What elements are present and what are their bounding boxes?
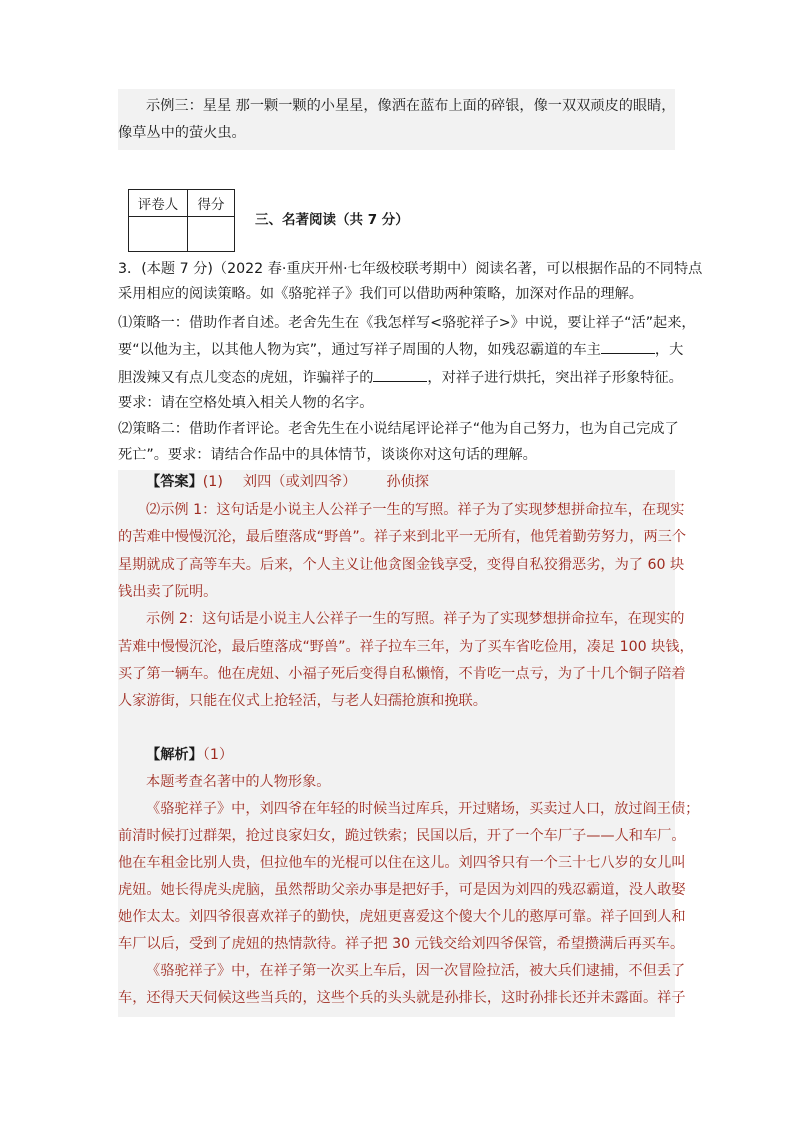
analysis-line-7: 车厂以后，受到了虎妞的热情款待。祥子把 30 元钱交给刘四爷保管，希望攒满后再买车。 (118, 936, 685, 952)
score-table (128, 189, 235, 252)
blank-1[interactable] (601, 338, 655, 354)
analysis-label: 【解析】 (146, 747, 203, 763)
question-line-6: 要求：请在空格处填入相关人物的名字。 (118, 395, 374, 411)
answer-ex1-line-2: 的苦难中慢慢沉沦，最后堕落成“野兽”。祥子来到北平一无所有，他凭着勤劳努力，两三个 (118, 529, 687, 545)
answer-ex1-line-4: 钱出卖了阮明。 (118, 584, 218, 600)
analysis-line-2: 《骆驼祥子》中，刘四爷在年轻的时候当过库兵，开过赌场，买卖过人口，放过阎王债； (146, 801, 700, 817)
answer-part1-answer1: 刘四（或刘四爷） (242, 474, 357, 490)
analysis-marker: （1） (202, 747, 234, 763)
answer-header (146, 472, 429, 492)
answer-ex2-line-1: 示例 2：这句话是小说主人公祥子一生的写照。祥子为了实现梦想拼命拉车，在现实的 (146, 611, 685, 627)
question-line-5-text: 胆泼辣又有点儿变态的虎妞，诈骗祥子的 (118, 370, 374, 386)
answer-ex2-line-2: 苦难中慢慢沉沦，最后堕落成“野兽”。祥子拉车三年，为了买车省吃俭用，凑足 100 块钱， (118, 639, 694, 655)
top-example-line-1: 示例三：星星 那一颗一颗的小星星，像洒在蓝布上面的碎银，像一双双顽皮的眼睛， (146, 98, 676, 114)
score-header: 得分 (188, 190, 235, 217)
reviewer-cell (129, 217, 188, 252)
score-cell (188, 217, 235, 252)
question-line-2: 采用相应的阅读策略。如《骆驼祥子》我们可以借助两种策略，加深对作品的理解。 (118, 286, 643, 302)
question-line-8: 死亡”。要求：请结合作品中的具体情节，谈谈你对这句话的理解。 (118, 447, 537, 463)
analysis-line-9: 车，还得天天伺候这些当兵的，这些个兵的头头就是孙排长，这时孙排长还并未露面。祥子 (118, 990, 686, 1006)
blank-2[interactable] (373, 366, 427, 382)
analysis-line-4: 他在车租金比别人贵，但拉他车的光棍可以住在这儿。刘四爷只有一个三十七八岁的女儿叫 (118, 855, 686, 871)
answer-ex2-line-3: 买了第一辆车。他在虎妞、小福子死后变得自私懒惰，不肯吃一点亏，为了十几个铜子陪着 (118, 666, 686, 682)
question-line-5-tail: ，对祥子进行烘托，突出祥子形象特征。 (427, 370, 683, 386)
top-example-line-2: 像草丛中的萤火虫。 (118, 125, 246, 141)
analysis-line-1: 本题考查名著中的人物形象。 (146, 774, 331, 790)
question-line-4-text: 要“以他为主，以其他人物为宾”，通过写祥子周围的人物，如残忍霸道的车主 (118, 342, 601, 358)
analysis-line-3: 前清时候打过群架，抢过良家妇女，跪过铁索；民国以后，开了一个车厂子——人和车厂。 (118, 828, 686, 844)
question-line-4 (118, 338, 683, 360)
analysis-header (146, 745, 233, 765)
question-line-7: ⑵策略二：借助作者评论。老舍先生在小说结尾评论祥子“他为自己努力，也为自己完成了 (118, 421, 679, 437)
question-line-4-tail: ，大 (654, 342, 684, 358)
analysis-line-8: 《骆驼祥子》中，在祥子第一次买上车后，因一次冒险拉活，被大兵们逮捕，不但丢了 (146, 963, 686, 979)
reviewer-header: 评卷人 (129, 190, 188, 217)
question-line-3: ⑴策略一：借助作者自述。老舍先生在《我怎样写<骆驼祥子>》中说，要让祥子“活”起来， (118, 315, 696, 331)
question-line-5 (118, 366, 683, 388)
answer-ex1-line-1: ⑵示例 1：这句话是小说主人公祥子一生的写照。祥子为了实现梦想拼命拉车，在现实 (146, 502, 685, 518)
section-title: 三、名著阅读（共 7 分） (255, 212, 409, 228)
answer-part1-answer2: 孙侦探 (386, 474, 429, 490)
answer-ex2-line-4: 人家游街，只能在仪式上抢轻活，与老人妇孺抢旗和挽联。 (118, 693, 487, 709)
answer-ex1-line-3: 星期就成了高等车夫。后来，个人主义让他贪图金钱享受，变得自私狡猾恶劣，为了 60 块 (118, 557, 685, 573)
answer-part1-marker: (1) (202, 474, 223, 490)
analysis-line-5: 虎妞。她长得虎头虎脑，虽然帮助父亲办事是把好手，可是因为刘四的残忍霸道，没人敢娶 (118, 882, 686, 898)
question-line-1: 3．(本题 7 分)（2022 春·重庆开州·七年级校联考期中）阅读名著，可以根据作品的不同特点 (118, 261, 703, 277)
answer-label: 【答案】 (146, 474, 203, 490)
analysis-line-6: 她作太太。刘四爷很喜欢祥子的勤快，虎妞更喜爱这个傻大个儿的憨厚可靠。祥子回到人和 (118, 909, 686, 925)
